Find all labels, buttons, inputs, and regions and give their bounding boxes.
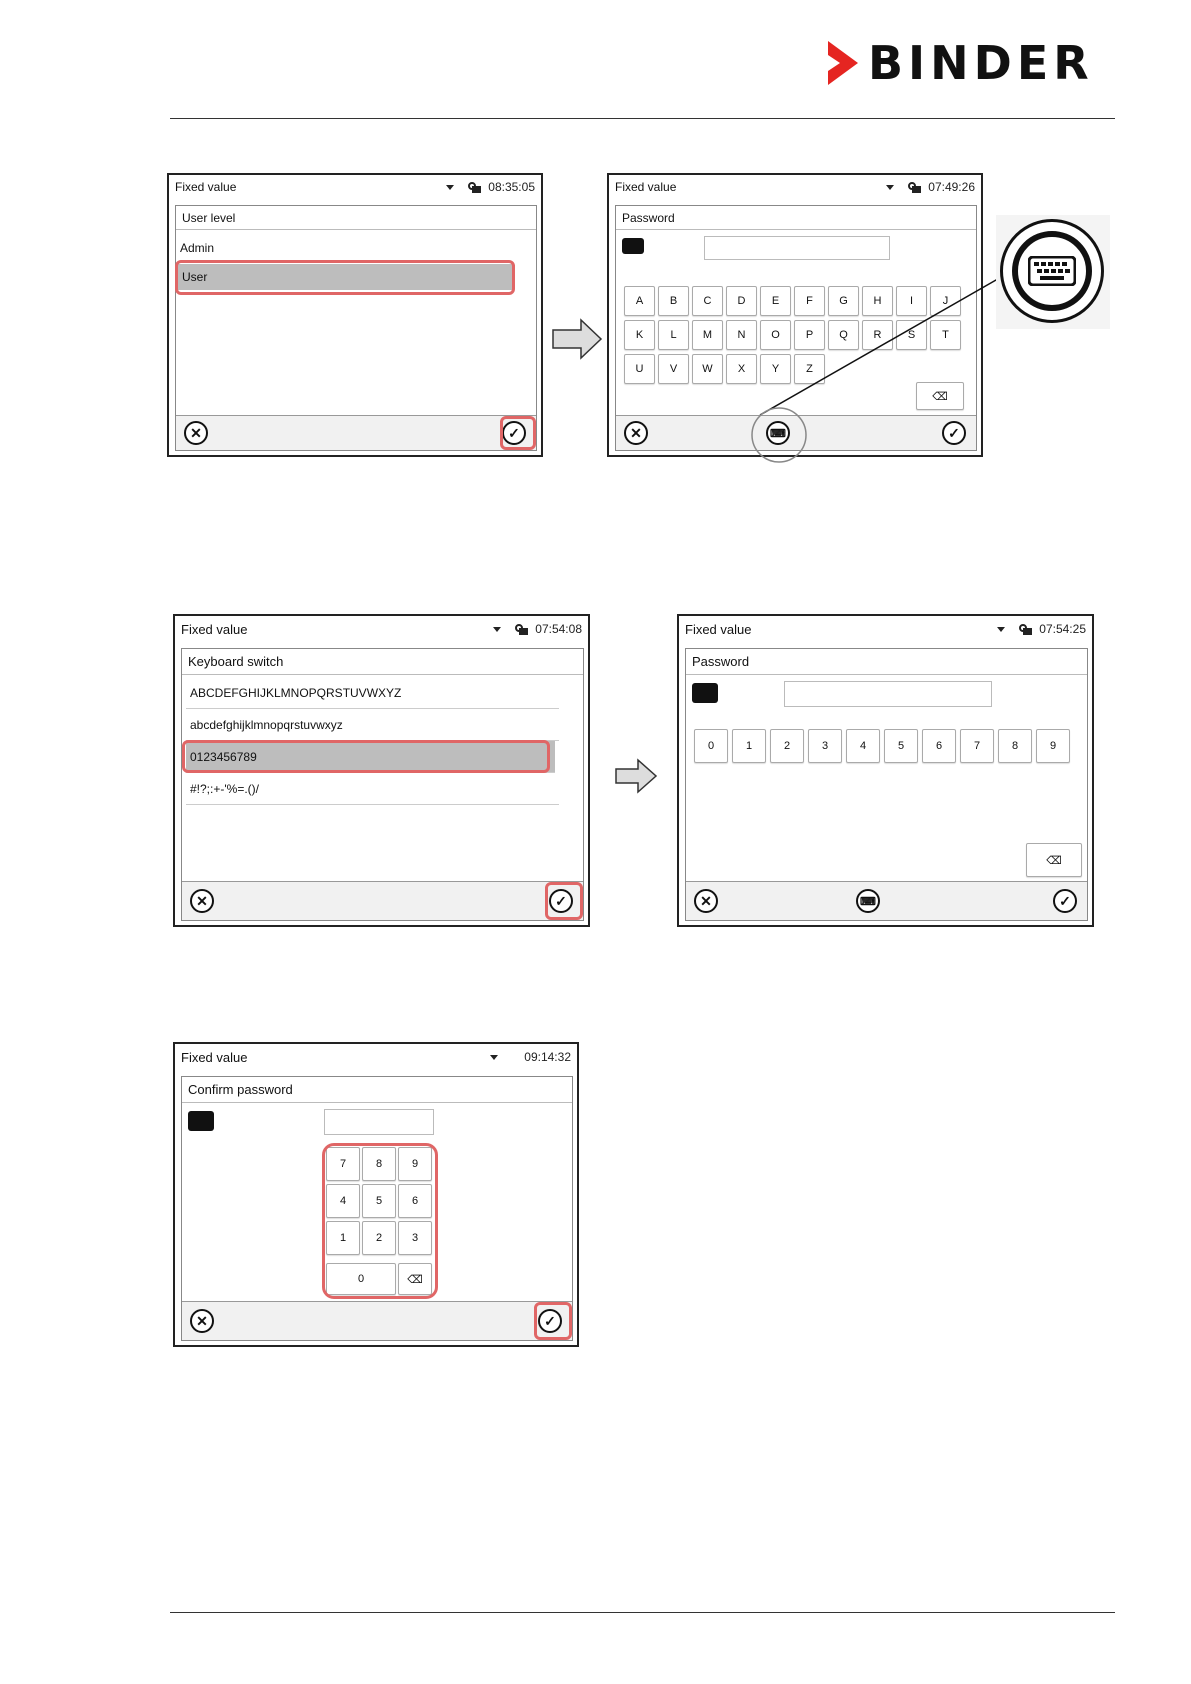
digit-key[interactable]: 4 bbox=[846, 729, 880, 763]
digit-key[interactable]: 3 bbox=[808, 729, 842, 763]
keypad-key[interactable]: 2 bbox=[362, 1221, 396, 1255]
letter-key[interactable]: U bbox=[624, 354, 655, 384]
password-panel bbox=[685, 648, 1088, 921]
backspace-icon: ⌫ bbox=[932, 390, 948, 403]
panel-title: Confirm password bbox=[182, 1077, 572, 1103]
letter-key[interactable]: O bbox=[760, 320, 791, 350]
key-icon bbox=[622, 238, 644, 254]
binder-logo-mark-icon bbox=[828, 41, 858, 85]
panel-title: User level bbox=[176, 206, 536, 230]
cancel-icon[interactable]: ✕ bbox=[190, 889, 214, 913]
footer-bar bbox=[182, 881, 583, 920]
header-rule bbox=[170, 118, 1115, 119]
list-item-label: ABCDEFGHIJKLMNOPQRSTUVWXYZ bbox=[190, 685, 402, 700]
digit-key[interactable]: 7 bbox=[960, 729, 994, 763]
clock: 07:54:08 bbox=[535, 622, 582, 636]
list-item-label: abcdefghijklmnopqrstuvwxyz bbox=[190, 717, 343, 732]
chevron-down-icon[interactable] bbox=[490, 1055, 498, 1060]
panel-title: Keyboard switch bbox=[182, 649, 583, 675]
keyboard-switch-panel bbox=[181, 648, 584, 921]
title-bar bbox=[175, 616, 588, 642]
confirm-icon[interactable]: ✓ bbox=[502, 421, 526, 445]
chevron-down-icon[interactable] bbox=[493, 627, 501, 632]
footer-rule bbox=[170, 1612, 1115, 1613]
clock: 09:14:32 bbox=[524, 1050, 571, 1064]
letter-key[interactable]: N bbox=[726, 320, 757, 350]
list-item-admin[interactable] bbox=[176, 238, 512, 258]
keypad-key[interactable]: 1 bbox=[326, 1221, 360, 1255]
letter-key[interactable]: T bbox=[930, 320, 961, 350]
letter-key[interactable]: Y bbox=[760, 354, 791, 384]
highlight-frame bbox=[545, 882, 583, 920]
letter-key[interactable]: Z bbox=[794, 354, 825, 384]
title-bar bbox=[679, 616, 1092, 642]
chevron-down-icon[interactable] bbox=[997, 627, 1005, 632]
letter-key[interactable]: W bbox=[692, 354, 723, 384]
letter-key[interactable]: S bbox=[896, 320, 927, 350]
backspace-icon: ⌫ bbox=[407, 1273, 423, 1286]
letter-key[interactable]: C bbox=[692, 286, 723, 316]
brand-name: BINDER bbox=[868, 36, 1094, 90]
keypad-key[interactable]: 3 bbox=[398, 1221, 432, 1255]
title-bar bbox=[175, 1044, 577, 1070]
keyboard-icon[interactable]: ⌨ bbox=[856, 889, 880, 913]
screen-title: Fixed value bbox=[615, 180, 677, 194]
footer-bar bbox=[686, 881, 1087, 920]
letter-key[interactable]: D bbox=[726, 286, 757, 316]
cancel-icon[interactable]: ✕ bbox=[694, 889, 718, 913]
digit-key[interactable]: 1 bbox=[732, 729, 766, 763]
letter-key[interactable]: G bbox=[828, 286, 859, 316]
panel-title: Password bbox=[616, 206, 976, 230]
confirm-password-panel bbox=[181, 1076, 573, 1341]
keypad-key[interactable]: 4 bbox=[326, 1184, 360, 1218]
backspace-button[interactable] bbox=[1026, 843, 1082, 877]
lock-icon bbox=[908, 181, 922, 193]
arrow-right-icon bbox=[551, 318, 603, 360]
letter-key[interactable]: V bbox=[658, 354, 689, 384]
digit-key[interactable]: 8 bbox=[998, 729, 1032, 763]
footer-bar bbox=[176, 415, 536, 450]
keypad-key[interactable]: 8 bbox=[362, 1147, 396, 1181]
confirm-icon[interactable]: ✓ bbox=[538, 1309, 562, 1333]
keyboard-zoom bbox=[1000, 219, 1104, 323]
letter-key[interactable]: M bbox=[692, 320, 723, 350]
letter-key[interactable]: H bbox=[862, 286, 893, 316]
arrow-right-icon bbox=[614, 758, 658, 794]
letter-key[interactable]: E bbox=[760, 286, 791, 316]
list-item-label: User bbox=[182, 270, 208, 284]
list-item-label: #!?;:+-'%=.()/ bbox=[190, 781, 259, 796]
list-item-symbols[interactable] bbox=[186, 773, 559, 805]
keypad-key[interactable]: 6 bbox=[398, 1184, 432, 1218]
highlight-frame bbox=[175, 260, 515, 295]
screen-title: Fixed value bbox=[181, 621, 248, 637]
highlight-frame bbox=[534, 1302, 572, 1340]
confirm-icon[interactable]: ✓ bbox=[1053, 889, 1077, 913]
keypad-key[interactable]: 5 bbox=[362, 1184, 396, 1218]
screen-user-level bbox=[167, 173, 543, 457]
letter-key[interactable]: A bbox=[624, 286, 655, 316]
letter-key[interactable]: F bbox=[794, 286, 825, 316]
letter-key[interactable]: B bbox=[658, 286, 689, 316]
password-field[interactable] bbox=[784, 681, 992, 707]
letter-key[interactable]: J bbox=[930, 286, 961, 316]
lock-icon bbox=[1019, 623, 1033, 635]
keyboard-icon[interactable]: ⌨ bbox=[766, 421, 790, 445]
keypad-key[interactable]: 7 bbox=[326, 1147, 360, 1181]
letter-key[interactable]: R bbox=[862, 320, 893, 350]
confirm-icon[interactable]: ✓ bbox=[549, 889, 573, 913]
user-level-panel bbox=[175, 205, 537, 451]
letter-key[interactable]: L bbox=[658, 320, 689, 350]
cancel-icon[interactable]: ✕ bbox=[190, 1309, 214, 1333]
lock-icon bbox=[515, 623, 529, 635]
password-field[interactable] bbox=[324, 1109, 434, 1135]
letter-key[interactable]: X bbox=[726, 354, 757, 384]
keyboard-icon bbox=[1012, 231, 1092, 311]
highlight-frame bbox=[322, 1143, 438, 1299]
title-bar bbox=[169, 175, 541, 199]
lock-icon bbox=[468, 181, 482, 193]
clock: 08:35:05 bbox=[488, 180, 535, 194]
keypad-key[interactable]: 0 bbox=[326, 1263, 396, 1295]
letter-key[interactable]: Q bbox=[828, 320, 859, 350]
chevron-down-icon[interactable] bbox=[886, 185, 894, 190]
list-item-uppercase[interactable] bbox=[186, 677, 559, 709]
highlight-frame bbox=[182, 740, 550, 773]
footer-bar bbox=[182, 1301, 572, 1340]
screen-confirm-password bbox=[173, 1042, 579, 1347]
screen-title: Fixed value bbox=[685, 621, 752, 637]
digit-key[interactable]: 6 bbox=[922, 729, 956, 763]
highlight-frame bbox=[500, 416, 536, 450]
cancel-icon[interactable]: ✕ bbox=[184, 421, 208, 445]
keypad-key[interactable]: 9 bbox=[398, 1147, 432, 1181]
digit-key[interactable]: 2 bbox=[770, 729, 804, 763]
clock: 07:54:25 bbox=[1039, 622, 1086, 636]
list-item-lowercase[interactable] bbox=[186, 709, 559, 741]
confirm-icon[interactable]: ✓ bbox=[942, 421, 966, 445]
key-icon bbox=[188, 1111, 214, 1131]
key-icon bbox=[692, 683, 718, 703]
digit-key[interactable]: 9 bbox=[1036, 729, 1070, 763]
panel-title: Password bbox=[686, 649, 1087, 675]
screen-keyboard-switch bbox=[173, 614, 590, 927]
chevron-down-icon[interactable] bbox=[446, 185, 454, 190]
clock: 07:49:26 bbox=[928, 180, 975, 194]
letter-key[interactable]: I bbox=[896, 286, 927, 316]
screen-password-digits bbox=[677, 614, 1094, 927]
letter-key[interactable]: P bbox=[794, 320, 825, 350]
screen-title: Fixed value bbox=[181, 1049, 248, 1065]
digit-key[interactable]: 5 bbox=[884, 729, 918, 763]
backspace-icon: ⌫ bbox=[1046, 854, 1062, 867]
screen-title: Fixed value bbox=[175, 180, 237, 194]
letter-key[interactable]: K bbox=[624, 320, 655, 350]
list-item-label: Admin bbox=[180, 241, 215, 255]
cancel-icon[interactable]: ✕ bbox=[624, 421, 648, 445]
list-item-label: 0123456789 bbox=[190, 749, 257, 764]
title-bar bbox=[609, 175, 981, 199]
binder-logo bbox=[828, 36, 1094, 90]
digit-key[interactable]: 0 bbox=[694, 729, 728, 763]
